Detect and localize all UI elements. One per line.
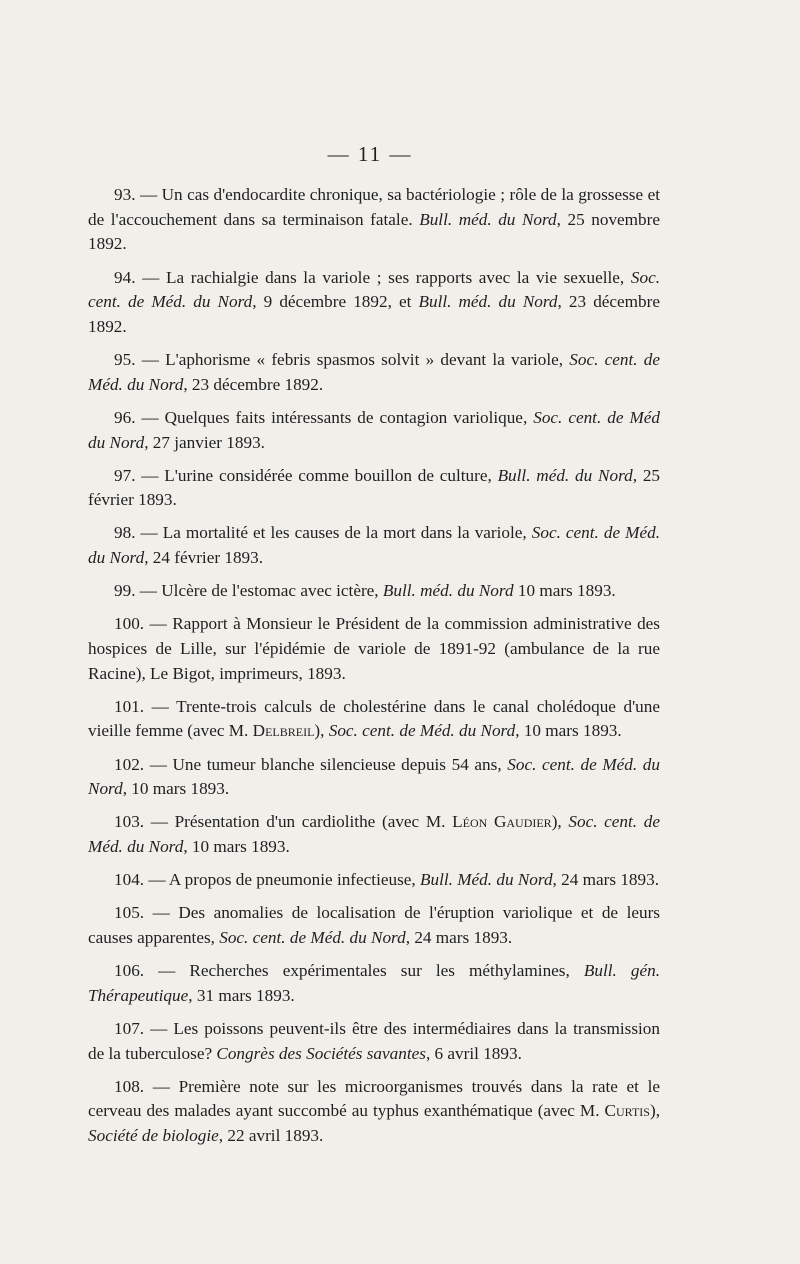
entry-source: Congrès des Sociétés savantes xyxy=(216,1043,426,1063)
entry-text: — Un cas d'endocardite chronique, sa bactériologie ; rôle de la grossesse et de l'accouchement dans sa terminaison fatale. xyxy=(88,185,660,229)
entry-number: 107. xyxy=(114,1018,145,1038)
entry-coauthor: Curtis xyxy=(604,1101,650,1121)
bibliography-entry xyxy=(88,901,660,950)
entry-text: , 25 novembre 1892. xyxy=(88,209,660,254)
entry-number: 108. xyxy=(114,1076,145,1096)
entry-source: Bull. méd. du Nord xyxy=(419,209,557,229)
bibliography-entry xyxy=(88,464,660,513)
entry-text: , 25 février 1893. xyxy=(88,465,660,510)
entry-text: , 10 mars 1893. xyxy=(122,779,230,799)
bibliography-entry xyxy=(88,579,660,604)
bibliography-entry xyxy=(88,266,660,340)
entry-source: Soc. cent. de Méd. du Nord xyxy=(328,721,516,741)
entry-text: , 10 mars 1893. xyxy=(515,721,622,741)
entry-text: — Trente-trois calculs de cholestérine dans le canal cholédoque d'une vieille femme (avec M. xyxy=(88,696,660,741)
entry-source: Bull. méd. du Nord xyxy=(497,465,633,485)
entry-source: Soc. cent. de Méd. du Nord xyxy=(88,267,660,312)
entry-number: 96. xyxy=(114,407,136,427)
entry-source: Soc. cent. de Méd. du Nord xyxy=(88,754,660,799)
entry-source: Soc. cent. de Méd. du Nord xyxy=(88,523,660,568)
entry-text: — Première note sur les microorganismes trouvés dans la rate et le cerveau des malades ayant succombé au typhus exanthématique (avec M. xyxy=(88,1076,660,1121)
entry-text: — L'urine considérée comme bouillon de culture, xyxy=(135,465,498,485)
bibliography-entry xyxy=(88,521,660,570)
entry-number: 97. xyxy=(114,465,136,485)
entry-text: — L'aphorisme « febris spasmos solvit » devant la variole, xyxy=(135,350,570,369)
entry-source: Bull. gén. Thérapeutique xyxy=(88,961,660,1005)
entry-text: , 27 janvier 1893. xyxy=(144,432,265,452)
bibliography-entry xyxy=(88,1017,660,1066)
entry-text: , 24 mars 1893. xyxy=(405,927,513,947)
bibliography-entry xyxy=(88,612,660,686)
entry-text: ), xyxy=(314,721,329,741)
entry-text: — Les poissons peuvent-ils être des intermédiaires dans la transmission de la tuberculose? xyxy=(88,1018,660,1063)
entry-text: — Rapport à Monsieur le Président de la commission administrative des hospices de Lille, sur l'épidémie de variole de 1891-92 (ambulance de la rue Racine), Le Bigot, imprimeurs, 1893. xyxy=(88,614,660,683)
entry-number: 102. xyxy=(114,754,145,774)
bibliography-list xyxy=(88,183,660,1157)
entry-number: 100. xyxy=(114,614,145,634)
entry-text: — La mortalité et les causes de la mort dans la variole, xyxy=(135,523,532,543)
entry-number: 94. xyxy=(114,267,136,287)
entry-text: — Présentation d'un cardiolithe (avec M. xyxy=(144,812,453,832)
entry-number: 99. xyxy=(114,581,136,601)
entry-number: 95. xyxy=(114,350,136,369)
entry-number: 101. xyxy=(114,696,145,716)
entry-text: , 23 décembre 1892. xyxy=(183,374,324,394)
entry-text: 10 mars 1893. xyxy=(513,581,616,601)
entry-source: Société de biologie xyxy=(88,1126,219,1146)
entry-source: Soc. cent. de Méd. du Nord xyxy=(88,350,660,394)
entry-coauthor: Delbreil xyxy=(252,721,315,741)
page-number: — 11 — xyxy=(327,142,413,166)
entry-text: — La rachialgie dans la variole ; ses rapports avec la vie sexuelle, xyxy=(135,267,631,287)
bibliography-entry xyxy=(88,753,660,802)
entry-text: , 24 mars 1893. xyxy=(552,870,660,890)
entry-text: ), xyxy=(649,1101,660,1121)
entry-text: , 23 décembre 1892. xyxy=(88,292,660,336)
entry-text: — Une tumeur blanche silencieuse depuis 54 ans, xyxy=(144,754,508,774)
entry-text: — Des anomalies de localisation de l'éruption variolique et de leurs causes apparentes, xyxy=(88,903,660,947)
entry-text: — Quelques faits intéressants de contagion variolique, xyxy=(135,407,534,427)
entry-text: , 10 mars 1893. xyxy=(183,837,290,857)
entry-number: 106. xyxy=(114,961,145,981)
entry-text: , 9 décembre 1892, et xyxy=(252,292,419,312)
bibliography-entry xyxy=(88,868,660,893)
entry-text: , 24 février 1893. xyxy=(144,548,264,568)
entry-text: — Recherches expérimentales sur les méthylamines, xyxy=(144,961,584,981)
entry-number: 98. xyxy=(114,523,136,543)
entry-text: ), xyxy=(551,812,569,832)
entry-text: , 22 avril 1893. xyxy=(218,1126,324,1146)
entry-text: , 6 avril 1893. xyxy=(425,1043,522,1063)
entry-number: 93. xyxy=(114,185,136,204)
bibliography-entry xyxy=(88,183,660,257)
bibliography-entry xyxy=(88,1075,660,1149)
entry-text: — Ulcère de l'estomac avec ictère, xyxy=(135,581,383,601)
entry-source: Soc. cent. de Méd du Nord xyxy=(88,407,660,452)
entry-source: Soc. cent. de Méd. du Nord xyxy=(88,812,660,857)
bibliography-entry xyxy=(88,810,660,859)
entry-number: 104. xyxy=(114,870,145,890)
entry-number: 105. xyxy=(114,903,145,923)
bibliography-entry xyxy=(88,348,660,397)
entry-text: , 31 mars 1893. xyxy=(188,985,295,1005)
bibliography-entry xyxy=(88,406,660,455)
entry-source: Bull. Méd. du Nord xyxy=(419,870,553,890)
entry-source: Bull. méd. du Nord xyxy=(382,581,514,601)
entry-source: Soc. cent. de Méd. du Nord xyxy=(219,927,406,947)
bibliography-entry xyxy=(88,959,660,1008)
entry-coauthor: Léon Gaudier xyxy=(452,812,552,832)
entry-number: 103. xyxy=(114,812,145,832)
entry-text: — A propos de pneumonie infectieuse, xyxy=(144,870,420,890)
entry-source: Bull. méd. du Nord xyxy=(418,292,558,312)
bibliography-entry xyxy=(88,695,660,744)
